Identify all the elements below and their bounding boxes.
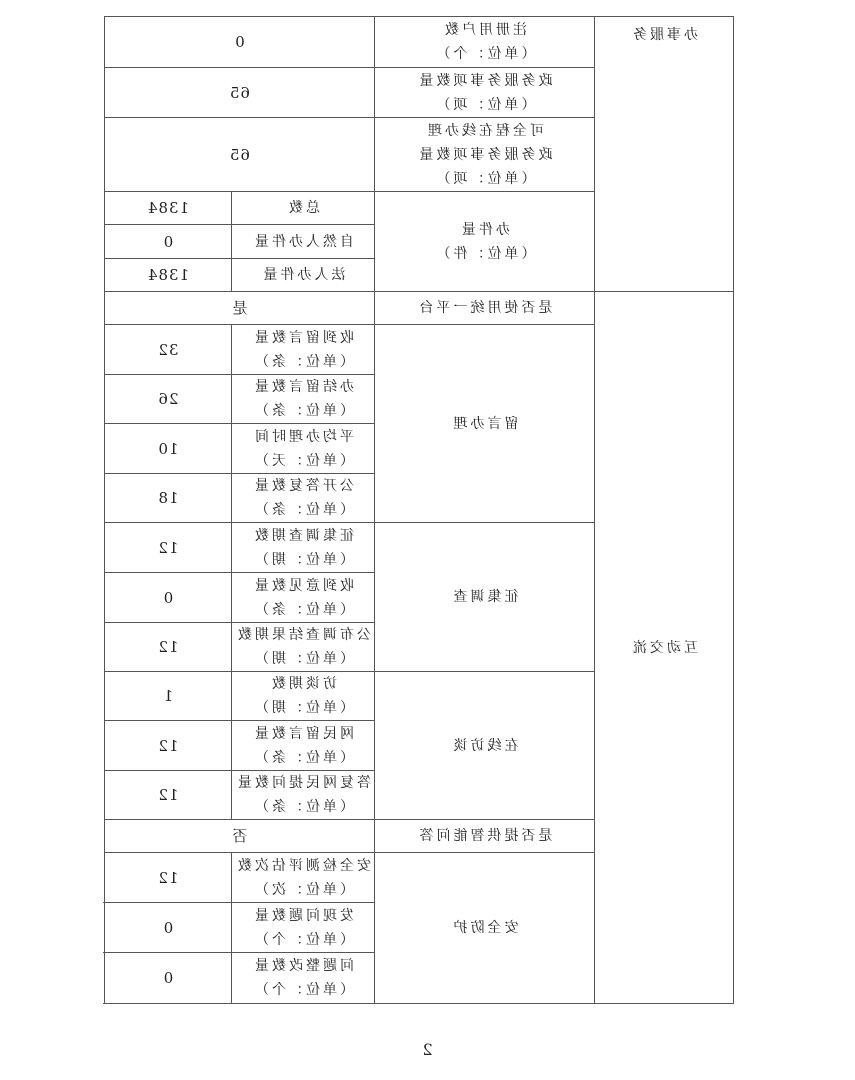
issues-fixed-value: 0	[104, 953, 231, 1004]
service-items-label-cell: 政务服务事项数量 （单位：项）	[375, 68, 595, 118]
survey-label: 征集调查	[375, 523, 595, 672]
msg-closed-label: 办结留言数量 （单位：条）	[232, 375, 375, 424]
survey-results-label: 公布调查结果期数 （单位：期）	[232, 623, 375, 672]
section-security-cell: 安全防护	[375, 853, 595, 1004]
msg-public-value: 18	[104, 474, 231, 523]
msg-closed-value: 26	[104, 375, 231, 424]
registered-users-value: 0	[104, 17, 374, 68]
interview-replies-label: 答复网民提问数量 （单位：条）	[232, 771, 375, 820]
interview-label: 在线访谈	[375, 672, 595, 820]
section-service-cell: 办事服务	[595, 17, 734, 292]
msg-received-value: 32	[104, 325, 231, 375]
unified-platform-label: 是否使用统一平台	[375, 292, 595, 325]
smart-qa-value: 否	[104, 820, 374, 853]
data-table	[104, 16, 734, 1004]
registered-users-label-cell: 注册用户数 （单位：个）	[375, 17, 595, 68]
interview-messages-value: 12	[104, 721, 231, 771]
survey-results-value: 12	[104, 623, 231, 672]
msg-avg-time-value: 10	[104, 424, 231, 474]
cases-legal-value: 1384	[104, 259, 231, 292]
survey-opinions-label: 收到意见数量 （单位：条）	[232, 573, 375, 623]
issues-found-label: 发现问题数量 （单位：个）	[232, 903, 375, 953]
msg-public-label: 公开答复数量 （单位：条）	[232, 474, 375, 523]
online-items-label-cell: 可全程在线办理 政务服务事项数量 （单位：项）	[375, 118, 595, 192]
online-items-value: 65	[104, 118, 374, 192]
issues-found-value: 0	[104, 903, 231, 953]
cases-legal-label: 法人办件量	[232, 259, 375, 292]
interview-replies-value: 12	[104, 771, 231, 820]
cases-total-value: 1384	[104, 192, 231, 225]
smart-qa-label: 是否提供智能问答	[375, 820, 595, 853]
msg-received-label: 收到留言数量 （单位：条）	[232, 325, 375, 375]
survey-opinions-value: 0	[104, 573, 231, 623]
interview-periods-value: 1	[104, 672, 231, 721]
cases-natural-value: 0	[104, 225, 231, 259]
interview-messages-label: 网民留言数量 （单位：条）	[232, 721, 375, 771]
service-items-value: 65	[104, 68, 374, 118]
issues-fixed-label: 问题整改数量 （单位：个）	[232, 953, 375, 1004]
unified-platform-value: 是	[104, 292, 374, 325]
interview-periods-label: 访谈期数 （单位：期）	[232, 672, 375, 721]
survey-periods-label: 征集调查期数 （单位：期）	[232, 523, 375, 573]
assessments-value: 12	[104, 853, 231, 903]
section-interaction-cell: 互动交流	[595, 292, 734, 1004]
survey-periods-value: 12	[104, 523, 231, 573]
msg-avg-time-label: 平均办理时间 （单位：天）	[232, 424, 375, 474]
cases-total-label: 总数	[232, 192, 375, 225]
page-number: 2	[422, 1040, 433, 1059]
cases-natural-label: 自然人办件量	[232, 225, 375, 259]
assessments-label: 安全检测评估次数 （单位：次）	[232, 853, 375, 903]
messages-label: 留言办理	[375, 325, 595, 523]
cases-label-cell: 办件量 （单位：件）	[375, 192, 595, 292]
